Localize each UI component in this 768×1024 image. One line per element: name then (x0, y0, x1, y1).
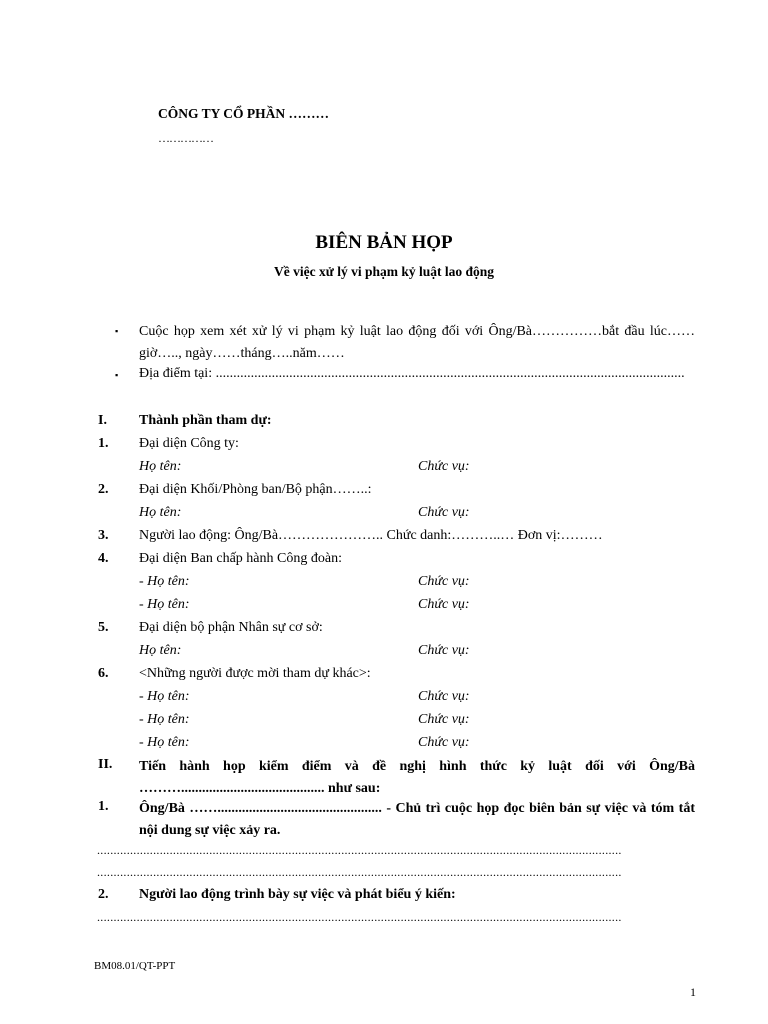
attendee-group-label: Đại diện Công ty: (139, 436, 239, 451)
position-field-label: Chức vụ: (418, 712, 470, 727)
document-subtitle: Về việc xử lý vi phạm kỷ luật lao động (274, 264, 494, 279)
name-field-label: Họ tên: (139, 505, 182, 520)
page-number: 1 (690, 985, 696, 999)
position-field-label: Chức vụ: (418, 735, 470, 750)
name-field-label: - Họ tên: (139, 689, 190, 704)
attendee-group-label: Đại diện bộ phận Nhân sự cơ sở: (139, 620, 323, 635)
section-number: I. (98, 413, 107, 428)
item-number: 5. (98, 620, 109, 635)
dotted-answer-line: ............................................................................................................................................................... (97, 865, 622, 879)
meeting-intro: Cuộc họp xem xét xử lý vi phạm kỷ luật lao động đối với Ông/Bà……………bắt đầu lúc……giờ….., ngày……tháng…..năm…… (139, 324, 695, 361)
section-heading: Tiến hành họp kiểm điểm và đề nghị hình thức kỷ luật đối với Ông/Bà ………......................................... như sau: (139, 759, 695, 796)
meeting-location: Địa điểm tại: ...................................................................................................................................... (139, 366, 685, 381)
position-field-label: Chức vụ: (418, 597, 470, 612)
item-number: 1. (98, 436, 109, 451)
name-field-label: - Họ tên: (139, 712, 190, 727)
name-field-label: Họ tên: (139, 459, 182, 474)
bullet-icon: ▪ (115, 326, 119, 336)
form-code: BM08.01/QT-PPT (94, 960, 176, 972)
name-field-label: - Họ tên: (139, 574, 190, 589)
item-number: 3. (98, 528, 109, 543)
item-number: 4. (98, 551, 109, 566)
employee-line: Người lao động: Ông/Bà………………….. Chức danh:………..… Đơn vị:……… (139, 528, 603, 543)
dotted-answer-line: ............................................................................................................................................................... (97, 843, 622, 857)
item-number: 2. (98, 887, 109, 902)
attendee-group-label: Đại diện Ban chấp hành Công đoàn: (139, 551, 342, 566)
section-number: II. (98, 757, 113, 772)
chair-statement: Ông/Bà ……............................................... - Chủ trì cuộc họp đọc biên bản sự việc và tóm tắt nội dung sự việc xảy ra. (139, 801, 695, 838)
position-field-label: Chức vụ: (418, 689, 470, 704)
name-field-label: - Họ tên: (139, 735, 190, 750)
employee-statement-heading: Người lao động trình bày sự việc và phát biểu ý kiến: (139, 887, 456, 902)
item-number: 2. (98, 482, 109, 497)
company-subline: …………… (158, 131, 213, 145)
dotted-answer-line: ............................................................................................................................................................... (97, 910, 622, 924)
attendee-group-label: Đại diện Khối/Phòng ban/Bộ phận……..: (139, 482, 372, 497)
document-title: BIÊN BẢN HỌP (315, 232, 453, 253)
item-number: 6. (98, 666, 109, 681)
section-heading: Thành phần tham dự: (139, 413, 272, 428)
company-name: CÔNG TY CỔ PHẦN ……… (158, 106, 330, 121)
position-field-label: Chức vụ: (418, 643, 470, 658)
attendee-group-label: <Những người được mời tham dự khác>: (139, 666, 371, 681)
item-number: 1. (98, 799, 109, 814)
position-field-label: Chức vụ: (418, 459, 470, 474)
name-field-label: - Họ tên: (139, 597, 190, 612)
position-field-label: Chức vụ: (418, 505, 470, 520)
bullet-icon: ▪ (115, 370, 119, 380)
name-field-label: Họ tên: (139, 643, 182, 658)
position-field-label: Chức vụ: (418, 574, 470, 589)
